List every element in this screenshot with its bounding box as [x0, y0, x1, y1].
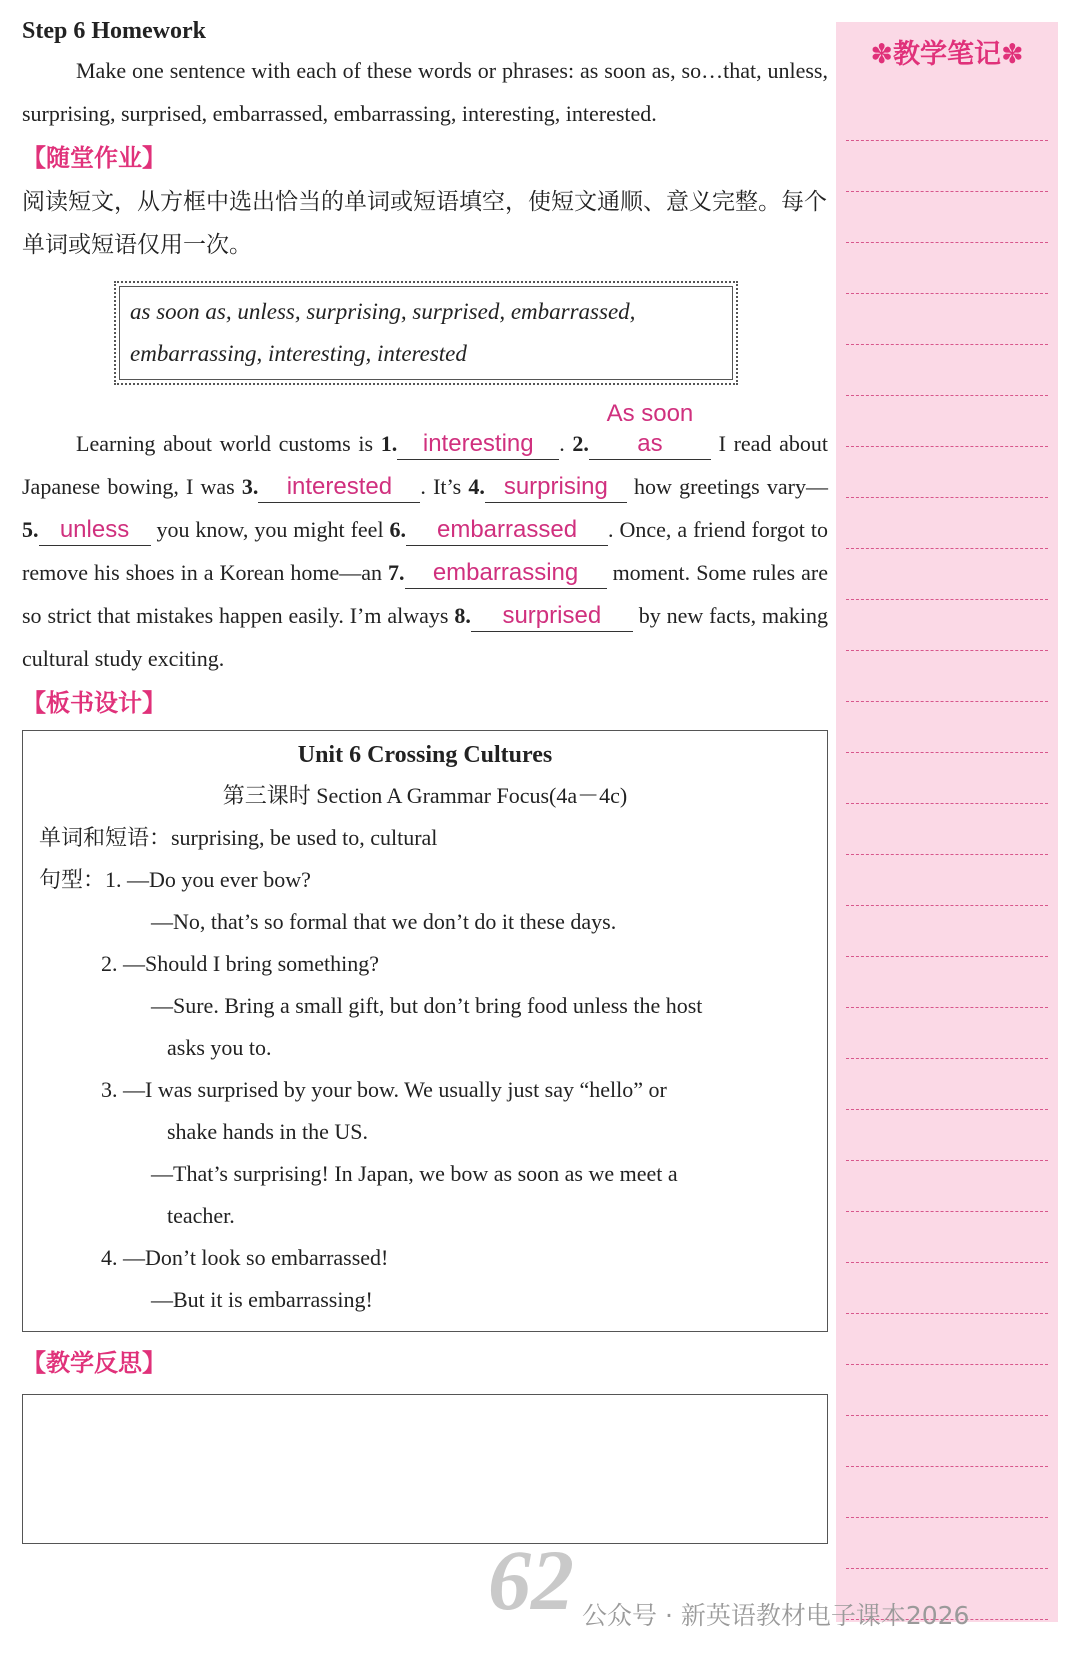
notes-title: ✽教学笔记✽ [870, 39, 1024, 70]
note-line [846, 1008, 1048, 1059]
note-line [846, 753, 1048, 804]
note-line [846, 294, 1048, 345]
passage-text: . Once, a friend forgot to remove his shoes in a Korean home—an [22, 517, 828, 585]
blank-number: 7. [388, 560, 405, 585]
board-words: 单词和短语：surprising, be used to, cultural [39, 825, 438, 850]
answer-blank: As soon as [589, 399, 711, 460]
step-title: Step 6 Homework [22, 18, 206, 44]
note-line [846, 855, 1048, 906]
homework-heading: 【随堂作业】 [22, 144, 166, 172]
main-content [22, 18, 828, 1544]
blank-number: 5. [22, 517, 39, 542]
watermark: 公众号 · 新英语教材电子课本2026 [582, 1601, 970, 1630]
blank-number: 6. [389, 517, 407, 542]
word-box-line-2: embarrassing, interesting, interested [130, 341, 467, 366]
note-line [846, 906, 1048, 957]
passage-text: moment. Some rules are so strict that mistakes happen easily. I’m always [22, 560, 828, 628]
note-lines [836, 90, 1058, 1620]
blank-number: 3. [241, 474, 259, 499]
board-sentence: 3. —I was surprised by your bow. We usually just say “hello” or [101, 1077, 667, 1102]
note-line [846, 957, 1048, 1008]
blank-number: 1. [380, 431, 398, 456]
note-line [846, 243, 1048, 294]
note-line [846, 1263, 1048, 1314]
passage-text: . [559, 431, 573, 456]
passage-text: by new facts, making cultural study exciting. [22, 603, 828, 671]
board-sentence: —But it is embarrassing! [151, 1287, 373, 1312]
note-line [846, 498, 1048, 549]
board-title: Unit 6 Crossing Cultures [297, 742, 553, 768]
answer-blank: interesting [397, 429, 559, 460]
note-line [846, 141, 1048, 192]
board-sentence: 2. —Should I bring something? [101, 951, 380, 976]
note-line [846, 804, 1048, 855]
note-line [846, 192, 1048, 243]
answer-blank: unless [39, 515, 151, 546]
note-line [846, 1518, 1048, 1569]
note-line [846, 1467, 1048, 1518]
board-subtitle: 第三课时 Section A Grammar Focus(4a－4c) [222, 783, 628, 808]
cloze-passage [22, 399, 828, 680]
board-heading: 【板书设计】 [22, 689, 166, 717]
note-line [846, 549, 1048, 600]
passage-text: you know, you might feel [150, 517, 390, 542]
sentence-text: 1. —Do you ever bow? [105, 867, 311, 892]
note-line [846, 651, 1048, 702]
note-line [846, 1110, 1048, 1161]
board-sentence: —That’s surprising! In Japan, we bow as soon as we meet a [151, 1161, 678, 1186]
note-line [846, 1365, 1048, 1416]
note-line [846, 1212, 1048, 1263]
passage-text: I read about Japanese bowing, I was [22, 431, 828, 499]
note-line [846, 1161, 1048, 1212]
reflection-heading: 【教学反思】 [22, 1349, 166, 1377]
answer-blank: surprising [485, 472, 627, 503]
note-line [846, 1416, 1048, 1467]
notes-column [836, 22, 1058, 1622]
answer-blank: surprised [471, 601, 633, 632]
board-design-box [22, 730, 828, 1332]
blank-number: 8. [454, 603, 471, 628]
blank-number: 4. [468, 474, 485, 499]
board-sentence: shake hands in the US. [167, 1119, 369, 1144]
board-sentence: asks you to. [167, 1035, 272, 1060]
blank-number: 2. [572, 431, 589, 456]
note-line [846, 345, 1048, 396]
answer-blank: interested [258, 472, 420, 503]
word-box [114, 281, 738, 385]
passage-text: Learning about world customs is [76, 431, 381, 456]
board-sentence: 4. —Don’t look so embarrassed! [101, 1245, 389, 1270]
board-sentence: —Sure. Bring a small gift, but don’t bring food unless the host [151, 993, 703, 1018]
board-sentence [39, 859, 811, 901]
homework-instruction: 阅读短文，从方框中选出恰当的单词或短语填空，使短文通顺、意义完整。每个单词或短语仅用一次。 [22, 189, 827, 258]
board-sentence: teacher. [167, 1203, 235, 1228]
note-line [846, 447, 1048, 498]
word-box-line-1: as soon as, unless, surprising, surprised, embarrassed, [130, 299, 636, 324]
note-line [846, 1059, 1048, 1110]
answer-blank: embarrassed [406, 515, 608, 546]
note-line [846, 600, 1048, 651]
note-line [846, 90, 1048, 141]
note-line [846, 1314, 1048, 1365]
page-number: 62 [488, 1532, 574, 1628]
passage-text: how greetings vary— [626, 474, 828, 499]
note-line [846, 396, 1048, 447]
step-text: Make one sentence with each of these words or phrases: as soon as, so…that, unless, surprising, surprised, embarrassed, embarrassing, interesting, interested. [22, 58, 828, 126]
answer-blank: embarrassing [405, 558, 607, 589]
reflection-box[interactable] [22, 1394, 828, 1544]
board-sentence: —No, that’s so formal that we don’t do it these days. [151, 909, 617, 934]
passage-text: . It’s [420, 474, 469, 499]
note-line [846, 702, 1048, 753]
pattern-label: 句型： [39, 867, 106, 892]
